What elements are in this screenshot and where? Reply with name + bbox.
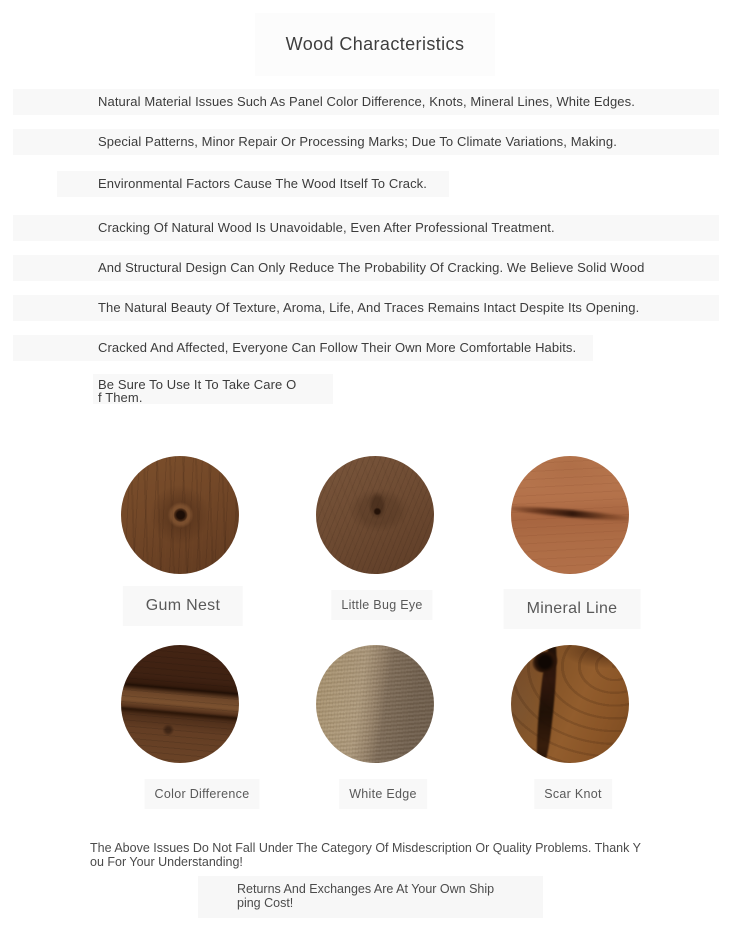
description-line <box>13 89 719 115</box>
description-text: Cracked And Affected, Everyone Can Follow Their Own More Comfortable Habits. <box>98 340 577 355</box>
description-text: Cracking Of Natural Wood Is Unavoidable, Even After Professional Treatment. <box>98 220 555 235</box>
description-text-line: f Them. <box>98 390 143 405</box>
description-line <box>13 335 593 361</box>
page-title: Wood Characteristics <box>285 34 465 54</box>
color-difference-wood-texture-image <box>121 645 239 763</box>
scar-knot-wood-texture-image <box>511 645 629 763</box>
swatch-label-color-difference: Color Difference <box>145 779 260 809</box>
description-text <box>98 378 296 404</box>
section-title-box <box>255 13 495 76</box>
description-line <box>13 295 719 321</box>
white-edge-wood-texture-image <box>316 645 434 763</box>
description-text: Environmental Factors Cause The Wood Itself To Crack. <box>98 176 427 191</box>
swatch-label-white-edge: White Edge <box>339 779 427 809</box>
description-text-line: Be Sure To Use It To Take Care O <box>98 377 297 392</box>
description-line <box>13 215 719 241</box>
description-text: Special Patterns, Minor Repair Or Processing Marks; Due To Climate Variations, Making. <box>98 134 617 149</box>
swatch-label-scar-knot: Scar Knot <box>534 779 612 809</box>
description-line <box>13 129 719 155</box>
returns-text-line: Returns And Exchanges Are At Your Own Ship <box>237 882 495 896</box>
swatch-label-mineral-line: Mineral Line <box>504 589 641 629</box>
description-line <box>57 171 449 197</box>
swatch-label-little-bug-eye: Little Bug Eye <box>331 590 432 620</box>
mineral-line-wood-texture-image <box>511 456 629 574</box>
disclaimer-text-line: The Above Issues Do Not Fall Under The Category Of Misdescription Or Quality Problems. Thank Y <box>90 841 641 855</box>
description-line <box>13 255 719 281</box>
quality-disclaimer-note <box>90 841 641 869</box>
disclaimer-text-line: ou For Your Understanding! <box>90 855 243 869</box>
description-text: And Structural Design Can Only Reduce The Probability Of Cracking. We Believe Solid Wood <box>98 260 645 275</box>
returns-text-line: ping Cost! <box>237 896 294 910</box>
returns-note-box <box>198 876 543 918</box>
little-bug-eye-wood-texture-image <box>316 456 434 574</box>
swatch-label-gum-nest: Gum Nest <box>123 586 243 626</box>
returns-note <box>237 882 494 910</box>
description-line <box>93 374 333 404</box>
description-text: The Natural Beauty Of Texture, Aroma, Life, And Traces Remains Intact Despite Its Opening. <box>98 300 640 315</box>
gum-nest-wood-texture-image <box>121 456 239 574</box>
description-text: Natural Material Issues Such As Panel Color Difference, Knots, Mineral Lines, White Edges. <box>98 94 635 109</box>
